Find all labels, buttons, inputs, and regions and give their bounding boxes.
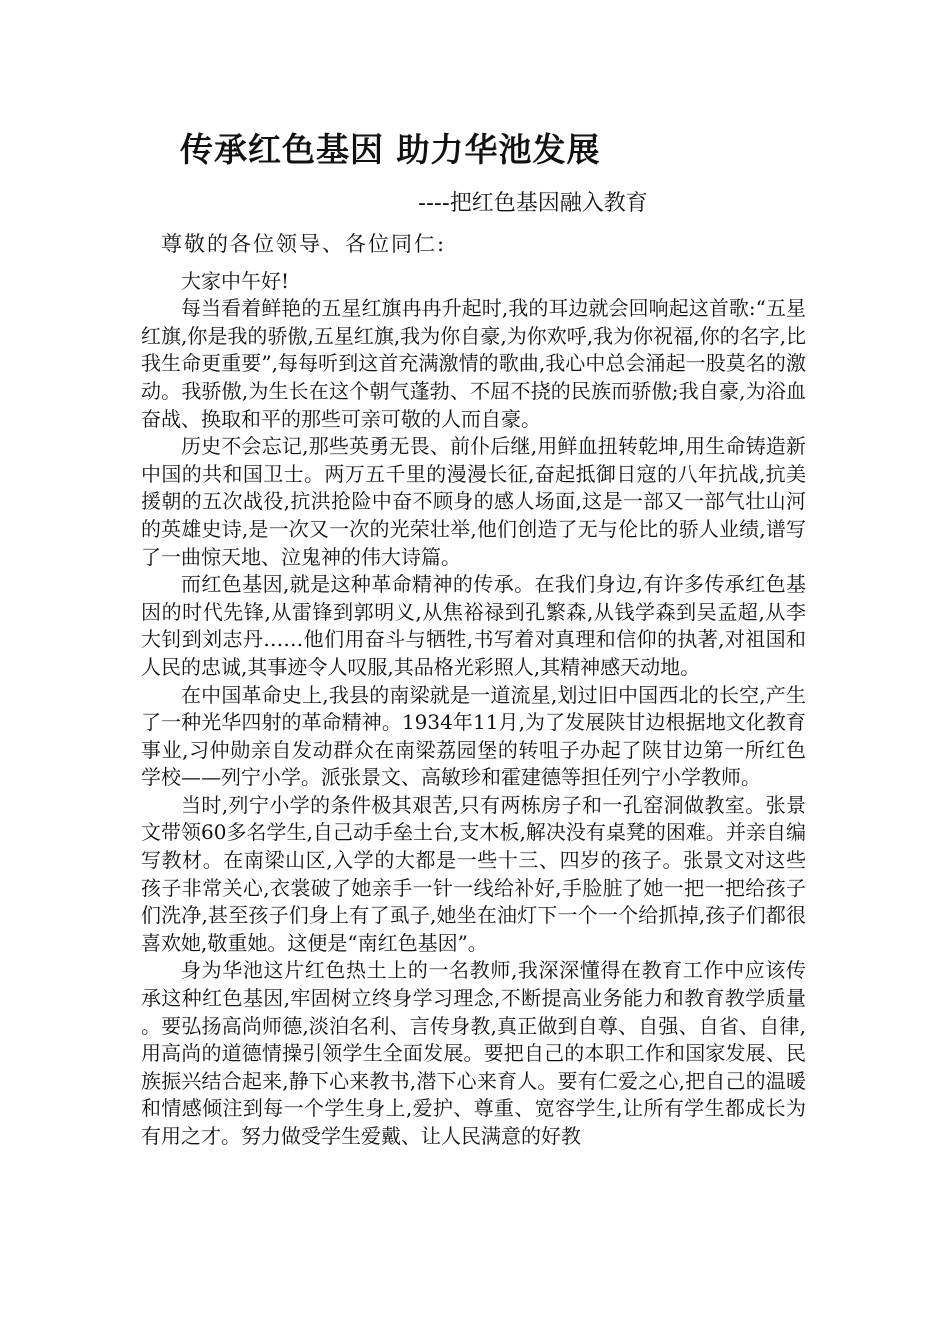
paragraph-red-gene: 而红色基因,就是这种革命精神的传承。在我们身边,有许多传承红色基因的时代先锋,从雷锋到郭明义,从焦裕禄到孔繁森,从钱学森到吴孟超,从李大钊到刘志丹……他们用奋斗与牺牲,书写着对真理和信仰的执著,对祖国和人民的忠诚,其事迹令人叹服,其品格光彩照人,其精神感天动地。 — [141, 572, 806, 679]
document-title: 传承红色基因 助力华池发展 — [180, 130, 601, 169]
paragraph-greeting: 大家中午好! — [181, 268, 290, 293]
paragraph-teacher: 身为华池这片红色热土上的一名教师,我深深懂得在教育工作中应该传承这种红色基因,牢固树立终身学习理念,不断提高业务能力和教育教学质量 。要弘扬高尚师德,淡泊名利、言传身教,真正做到自尊、自强、自省、自律,用高尚的道德情操引领学生全面发展。要把自己的本职工作和国家发展、民族振兴结合起来,静下心来教书,潜下心来育人。要有仁爱之心,把自己的温暖和情感倾注到每一个学生身上,爱护、尊重、宽容学生,让所有学生都成长为有用之才。努力做受学生爱戴、让人民满意的好教 — [141, 958, 806, 1148]
paragraph-history: 历史不会忘记,那些英勇无畏、前仆后继,用鲜血扭转乾坤,用生命铸造新中国的共和国卫士。两万五千里的漫漫长征,奋起抵御日寇的八年抗战,抗美援朝的五次战役,抗洪抢险中奋不顾身的感人场面,这是一部又一部气壮山河的英雄史诗,是一次又一次的光荣壮举,他们创造了无与伦比的骄人业绩,谱写了一曲惊天地、泣鬼神的伟大诗篇。 — [141, 434, 806, 569]
document-subtitle: ----把红色基因融入教育 — [418, 191, 648, 216]
paragraph-nanliang: 在中国革命史上,我县的南梁就是一道流星,划过旧中国西北的长空,产生了一种光华四射的革命精神。1934年11月,为了发展陕甘边根据地文化教育事业,习仲勋亲自发动群众在南梁荔园堡的转咀子办起了陕甘边第一所红色学校——列宁小学。派张景文、高敏珍和霍建德等担任列宁小学教师。 — [141, 682, 806, 790]
document-body — [141, 231, 806, 1151]
paragraph-flag: 每当看着鲜艳的五星红旗冉冉升起时,我的耳边就会回响起这首歌:“五星红旗,你是我的骄傲,五星红旗,我为你自豪,为你欢呼,我为你祝福,你的名字,比我生命更重要”,每每听到这首充满激情的歌曲,我心中总会涌起一股莫名的激动。我骄傲,为生长在这个朝气蓬勃、不屈不挠的民族而骄傲;我自豪,为浴血奋战、换取和平的那些可亲可敬的人而自豪。 — [141, 296, 806, 431]
paragraph-lenin-school: 当时,列宁小学的条件极其艰苦,只有两栋房子和一孔窑洞做教室。张景文带领60多名学生,自己动手垒土台,支木板,解决没有桌凳的困难。并亲自编写教材。在南梁山区,入学的大都是一些十三、四岁的孩子。张景文对这些孩子非常关心,衣裳破了她亲手一针一线给补好,手脸脏了她一把一把给孩子们洗净,甚至孩子们身上有了虱子,她坐在油灯下一个一个给抓掉,孩子们都很喜欢她,敬重她。这便是“南红色基因”。 — [141, 792, 806, 955]
salutation: 尊敬的各位领导、各位同仁: — [161, 232, 447, 256]
